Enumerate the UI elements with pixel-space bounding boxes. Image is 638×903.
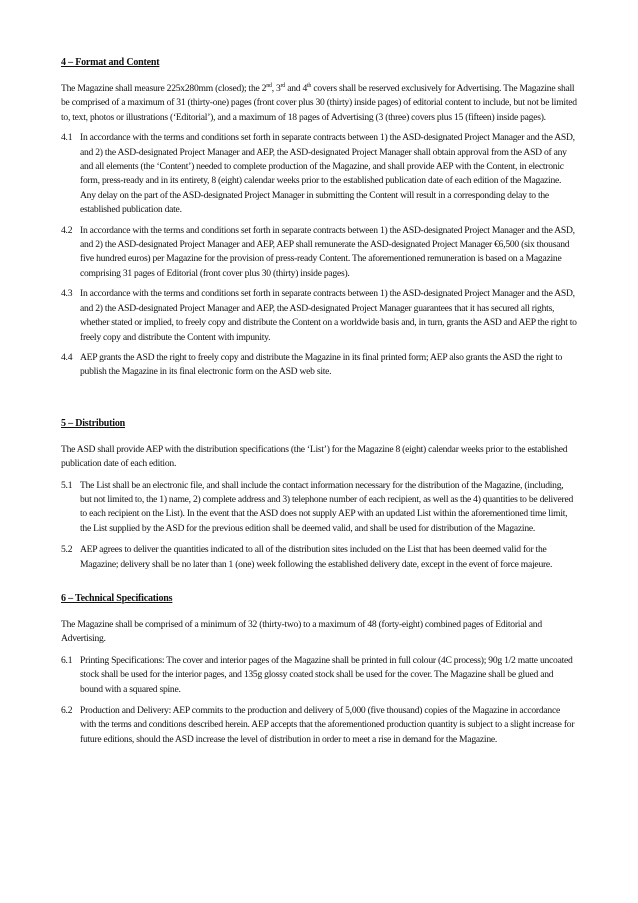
clause-number: 4.1 <box>61 132 73 144</box>
clause-text: In accordance with the terms and conditions set forth in separate contracts between 1) the ASD-designated Project Manager and the ASD, and 2) the ASD-designated Project Manager and AEP, the ASD-designated Project Manager shall obtain approval from the ASD of any and all elements (the ‘Content’) needed to complete production of the Magazine, and shall provide AEP with the Content, in electronic form, press-ready and in its entirety, 8 (eight) calendar weeks prior to the established publication date of each edition of the Magazine. Any delay on the part of the ASD-designated Project Manager in submitting the Content will result in a corresponding delay to the established publication date. <box>80 132 575 216</box>
clause-number: 4.4 <box>61 351 73 363</box>
clause-number: 4.3 <box>61 288 73 300</box>
section-4-intro: The Magazine shall measure 225x280mm (closed); the 2nd, 3rd and 4th covers shall be reserved exclusively for Advertising. The Magazine shall be comprised of a maximum of 31 (thirty-one) pages (front cover plus 30 (thirty) inside pages) of editorial content to include, but not be limited to, text, photos or illustrations (‘Editorial’), and a maximum of 18 pages of Advertising (3 (three) covers plus 15 (fifteen) inside pages). <box>61 82 577 123</box>
clause-4-4 <box>61 351 577 380</box>
section-6-intro: The Magazine shall be comprised of a minimum of 32 (thirty-two) to a maximum of 48 (forty-eight) combined pages of Editorial and Advertising. <box>61 618 542 645</box>
clause-text: AEP agrees to deliver the quantities indicated to all of the distribution sites included on the List that has been deemed valid for the Magazine; delivery shall be no later than 1 (one) week following the established delivery date, except in the event of force majeure. <box>80 544 553 570</box>
clause-text: In accordance with the terms and conditions set forth in separate contracts between 1) the ASD-designated Project Manager and the ASD, and 2) the ASD-designated Project Manager and AEP, the ASD-designated Project Manager guarantees that it has secured all rights, whether stated or implied, to freely copy and distribute the Content on a worldwide basis and, in turn, grants the ASD and AEP the right to freely copy and distribute the Content with impunity. <box>80 288 577 343</box>
clause-text: AEP grants the ASD the right to freely copy and distribute the Magazine in its final printed form; AEP also grants the ASD the right to publish the Magazine in its final electronic form on the ASD web site. <box>80 351 563 378</box>
section-6-title: 6 – Technical Specifications <box>61 592 173 604</box>
clause-5-2 <box>61 543 577 572</box>
clause-4-3 <box>61 287 577 345</box>
clause-text: In accordance with the terms and conditions set forth in separate contracts between 1) the ASD-designated Project Manager and the ASD, and 2) the ASD-designated Project Manager and AEP, AEP shall remunerate the ASD-designated Project Manager €6,500 (six thousand five hundred euros) per Magazine for the provision of press-ready Content. The aforementioned remuneration is based on a Magazine comprising 31 pages of Editorial (front cover plus 30 (thirty) inside pages). <box>80 224 575 279</box>
document-page <box>61 56 577 747</box>
clause-4-2 <box>61 224 577 282</box>
section-5-title: 5 – Distribution <box>61 417 126 429</box>
clause-6-2 <box>61 704 577 747</box>
clause-number: 5.2 <box>61 544 73 556</box>
clause-number: 4.2 <box>61 224 73 236</box>
clause-text: Printing Specifications: The cover and interior pages of the Magazine shall be printed in full colour (4C process); 90g 1/2 matte uncoated stock shall be used for the interior pages, and 135g glossy coated stock shall be used for the cover. The Magazine shall be glued and bound with a squared spine. <box>80 654 573 695</box>
clause-4-1 <box>61 131 577 217</box>
clause-5-1 <box>61 479 577 537</box>
clause-text: The List shall be an electronic file, and shall include the contact information necessary for the distribution of the Magazine, (including, but not limited to, the 1) name, 2) complete address and 3) telephone number of each recipient, as well as the 4) quantities to be delivered to each recipient on the List). In the event that the ASD does not supply AEP with an updated List within the aforementioned time limit, the List supplied by the ASD for the previous edition shall be deemed valid, and shall be used for distribution of the Magazine. <box>80 479 574 534</box>
section-4-title: 4 – Format and Content <box>61 57 160 68</box>
clause-number: 6.1 <box>61 654 73 666</box>
clause-number: 6.2 <box>61 705 73 716</box>
clause-text: Production and Delivery: AEP commits to the production and delivery of 5,000 (five thousand) copies of the Magazine in accordance with the terms and conditions described herein. AEP accepts that the aforementioned production quantity is subject to a slight increase for future editions, should the ASD increase the level of distribution in order to meet a rise in demand for the Magazine. <box>80 705 575 745</box>
section-5-intro: The ASD shall provide AEP with the distribution specifications (the ‘List’) for the Magazine 8 (eight) calendar weeks prior to the established publication date of each edition. <box>61 443 568 470</box>
clause-number: 5.1 <box>61 479 73 491</box>
clause-6-1 <box>61 654 577 697</box>
